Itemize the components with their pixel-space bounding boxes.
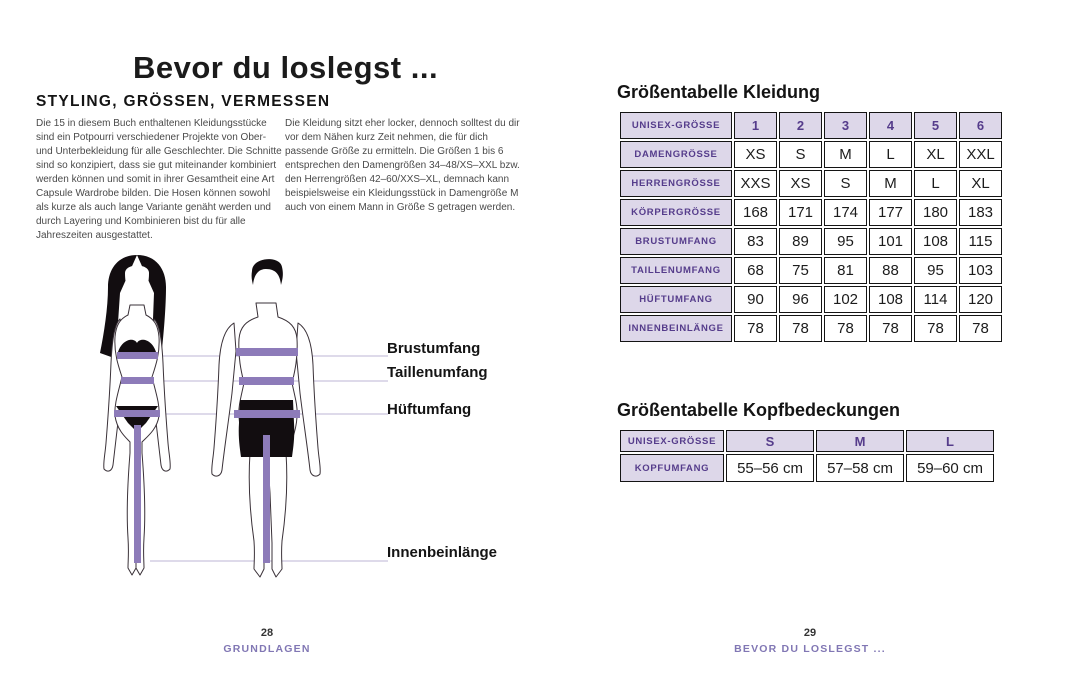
row-label: TAILLENUMFANG <box>620 257 732 284</box>
label-taillenumfang: Taillenumfang <box>387 364 488 381</box>
row-label: HERRENGRÖSSE <box>620 170 732 197</box>
row-value: XXS <box>734 170 777 197</box>
male-right-arm <box>296 323 320 476</box>
row-value: 95 <box>824 228 867 255</box>
table-row <box>620 257 1002 284</box>
row-value: S <box>824 170 867 197</box>
row-value: 89 <box>779 228 822 255</box>
row-label: INNENBEINLÄNGE <box>620 315 732 342</box>
table-row <box>620 141 1002 168</box>
row-value: 171 <box>779 199 822 226</box>
row-value: 102 <box>824 286 867 313</box>
table-header-value: 3 <box>824 112 867 139</box>
label-hueftumfang: Hüftumfang <box>387 401 472 418</box>
table-header-value: 6 <box>959 112 1002 139</box>
intro-paragraph-1: Die 15 in diesem Buch enthaltenen Kleidungsstücke sind ein Potpourri verschiedener Projekte von Ober- und Unterbekleidung für alle Geschlechter. Die Schnitte sind so konzipiert, dass sie gut miteinander kombiniert werden können und somit in ihrer Gesamtheit eine Art Capsule Wardrobe bilden. Die Hosen können sowohl als kurze als auch lange Variante genäht werden und durch Layering und Kombinieren bist du für alle Jahreszeiten ausgestattet. <box>36 118 282 241</box>
table-header-value: 1 <box>734 112 777 139</box>
right-page-section: BEVOR DU LOSLEGST ... <box>734 643 886 655</box>
male-figure <box>212 259 321 577</box>
headwear-size-table <box>618 428 996 484</box>
intro-paragraph-2: Die Kleidung sitzt eher locker, dennoch solltest du dir vor dem Nähen kurz Zeit nehmen, die für dich passende Größe zu ermitteln. Die Größen 1 bis 6 entsprechen den Damengrößen 34–48/XS–XXL bzw. den Herrengrößen 42–60/XXS–XL, demnach kann beispielsweise ein Kleidungsstück in Damengröße M auch von einem Mann in Größe S getragen werden. <box>285 118 520 213</box>
headwear-table-title: Größentabelle Kopfbedeckungen <box>617 400 901 420</box>
female-inseam-band <box>134 425 141 563</box>
left-page-number: 28 <box>260 627 274 639</box>
row-value: 81 <box>824 257 867 284</box>
table-row <box>620 199 1002 226</box>
left-page-footer <box>167 627 367 655</box>
row-value: 78 <box>779 315 822 342</box>
row-value: 68 <box>734 257 777 284</box>
measurement-figure <box>30 253 390 588</box>
row-value: 108 <box>869 286 912 313</box>
row-value: 78 <box>869 315 912 342</box>
row-value: 183 <box>959 199 1002 226</box>
table-header-value: 5 <box>914 112 957 139</box>
row-value: 177 <box>869 199 912 226</box>
table-header-value: L <box>906 430 994 452</box>
table-header-value: 2 <box>779 112 822 139</box>
row-value: 103 <box>959 257 1002 284</box>
row-value: 88 <box>869 257 912 284</box>
right-page-footer <box>710 627 910 655</box>
section-subtitle: STYLING, GRÖSSEN, VERMESSEN <box>36 93 331 110</box>
row-value: M <box>869 170 912 197</box>
table-header-value: M <box>816 430 904 452</box>
row-value: 83 <box>734 228 777 255</box>
row-value: 101 <box>869 228 912 255</box>
male-hip-band <box>234 410 300 418</box>
row-label: KOPFUMFANG <box>620 454 724 482</box>
row-value: S <box>779 141 822 168</box>
row-value: 168 <box>734 199 777 226</box>
row-value: 75 <box>779 257 822 284</box>
row-value: 114 <box>914 286 957 313</box>
row-value: 180 <box>914 199 957 226</box>
row-value: 108 <box>914 228 957 255</box>
female-face <box>125 266 149 300</box>
table-row <box>620 170 1002 197</box>
female-waist-band <box>121 377 154 384</box>
row-value: 78 <box>959 315 1002 342</box>
row-value: 95 <box>914 257 957 284</box>
female-figure <box>100 255 170 575</box>
row-value: XS <box>734 141 777 168</box>
table-row <box>620 454 994 482</box>
female-chest-band <box>117 352 158 359</box>
male-waist-band <box>239 377 294 385</box>
row-value: XS <box>779 170 822 197</box>
male-left-arm <box>212 323 236 476</box>
row-value: 78 <box>914 315 957 342</box>
left-page-section: GRUNDLAGEN <box>223 643 311 655</box>
row-value: 55–56 cm <box>726 454 814 482</box>
table-header-value: S <box>726 430 814 452</box>
row-label: KÖRPERGRÖSSE <box>620 199 732 226</box>
row-label: BRUSTUMFANG <box>620 228 732 255</box>
page-title: Bevor du loslegst ... <box>133 50 439 85</box>
clothing-table-title: Größentabelle Kleidung <box>617 82 821 102</box>
row-value: XL <box>914 141 957 168</box>
row-value: 115 <box>959 228 1002 255</box>
clothing-size-table <box>618 110 1004 344</box>
row-value: M <box>824 141 867 168</box>
body-silhouettes-illustration <box>30 253 390 588</box>
table-row <box>620 228 1002 255</box>
male-inseam-band <box>263 435 270 563</box>
row-value: 90 <box>734 286 777 313</box>
table-header-value: 4 <box>869 112 912 139</box>
row-value: 57–58 cm <box>816 454 904 482</box>
row-value: 59–60 cm <box>906 454 994 482</box>
right-page-number: 29 <box>803 627 817 639</box>
row-value: 120 <box>959 286 1002 313</box>
male-hair <box>252 259 283 285</box>
female-hip-band <box>114 410 160 417</box>
row-value: 78 <box>734 315 777 342</box>
row-value: L <box>914 170 957 197</box>
table-row <box>620 286 1002 313</box>
row-label: DAMENGRÖSSE <box>620 141 732 168</box>
row-label: HÜFTUMFANG <box>620 286 732 313</box>
table-header-label: UNISEX-GRÖSSE <box>620 430 724 452</box>
row-value: XXL <box>959 141 1002 168</box>
table-header-label: UNISEX-GRÖSSE <box>620 112 732 139</box>
label-brustumfang: Brustumfang <box>387 340 481 357</box>
row-value: 174 <box>824 199 867 226</box>
row-value: L <box>869 141 912 168</box>
row-value: 78 <box>824 315 867 342</box>
row-value: 96 <box>779 286 822 313</box>
table-row <box>620 315 1002 342</box>
label-innenbeinlaenge: Innenbeinlänge <box>387 544 498 561</box>
male-chest-band <box>236 348 298 356</box>
row-value: XL <box>959 170 1002 197</box>
